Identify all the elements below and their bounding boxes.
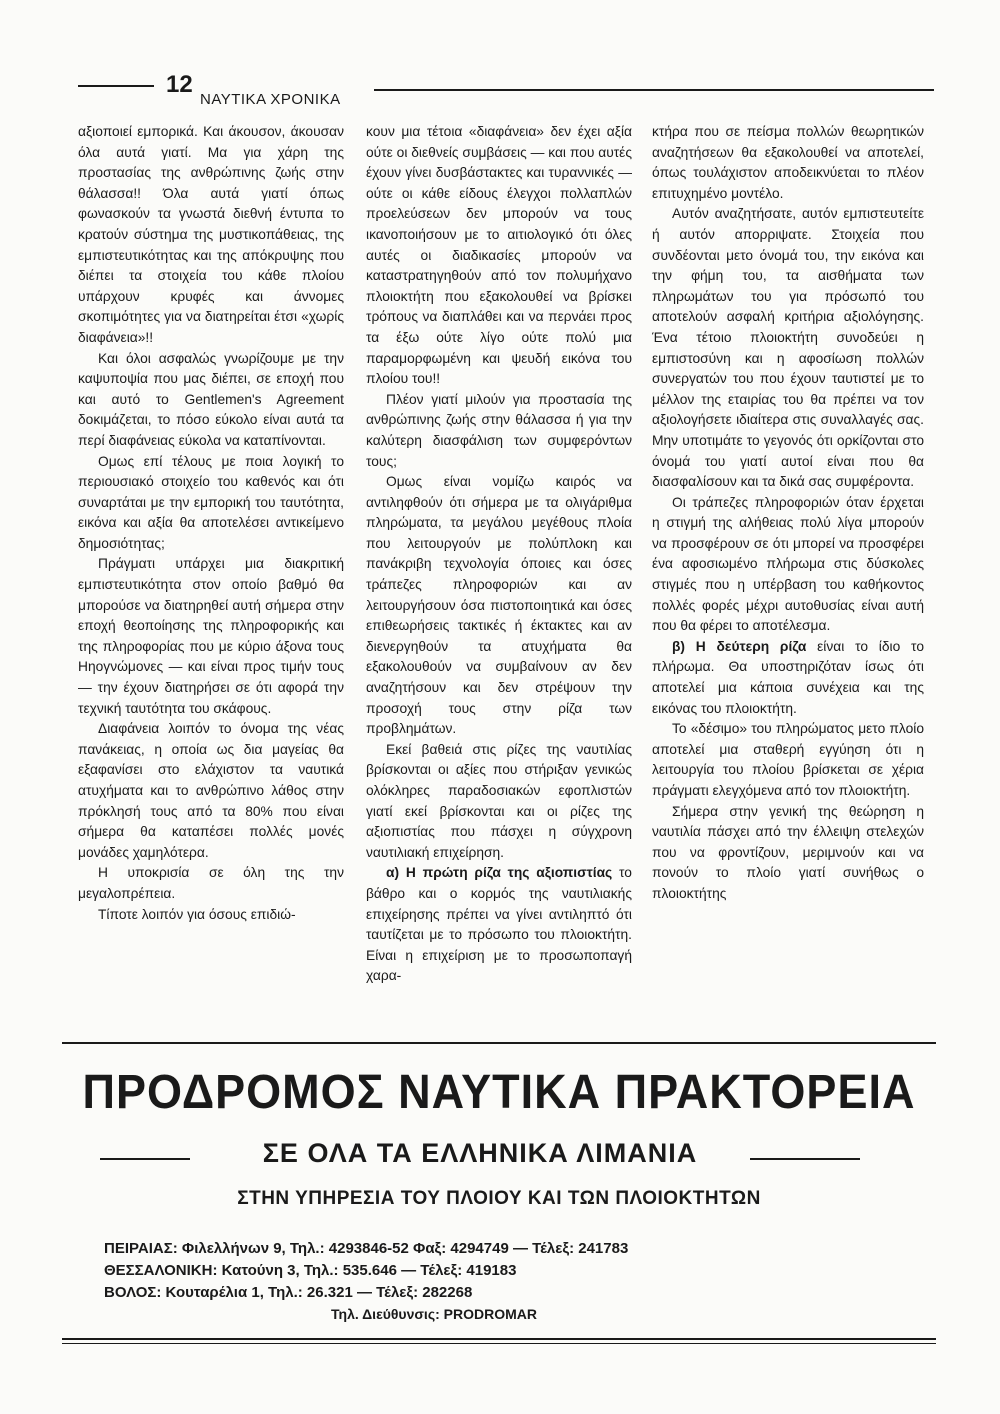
advertisement-ports: ΣΕ ΟΛΑ ΤΑ ΕΛΛΗΝΙΚΑ ΛΙΜΑΝΙΑ (262, 1138, 698, 1168)
paragraph: Σήμερα στην γενική της θεώρηση η ναυτιλία πάσχει από την έλλειψη στελεχών που να φροντίζουν, μεριμνούν και να πονούν το πλοίο γιατί συνήθως ο πλοιοκτήτης (652, 803, 924, 901)
paragraph (366, 863, 632, 987)
paragraph: Και όλοι ασφαλώς γνωρίζουμε με την καψυποψία που μας διέπει, σε εποχή που και αυτό το Gentlemen's Agreement δοκιμάζεται, το πόσο εύκολο είναι αυτά τα περί διαφάνειας εύκολα να καταπίνονται. (78, 350, 344, 448)
ports-rule-right (750, 1158, 860, 1160)
paragraph: Πλέον γιατί μιλούν για προστασία της ανθρώπινης ζωής στην θάλασσα ή για την καλύτερη διασφάλιση των συμφερόντων τους; (366, 391, 632, 469)
page-number: 12 (166, 71, 193, 98)
contact-volos: ΒΟΛΟΣ: Κουταρέλια 1, Τηλ.: 26.321 — Τέλεξ: 282268 (104, 1284, 473, 1301)
advertisement-bottom-rule-thin (62, 1343, 936, 1344)
advertisement-top-rule (62, 1042, 936, 1044)
paragraph: αξιοποιεί εμπορικά. Και άκουσον, άκουσαν όλα αυτά γιατί. Μα για χάρη της προστασίας της ανθρώπινης ζωής στην θάλασσα!! Όλα αυτά γιατί όπως φωνασκούν τα γνωστά διεθνή έντυπα το κρατούν σύστημα της μυστικοπάθειας, της εμπιστευτικότητας και της απόκρυψης που διέπει τα στοιχεία του κάθε πλοίου υπάρχουν κρυφές και άννομες σκοπιμότητες για να διατηρείται έτσι «χωρίς διαφάνεια»!! (78, 124, 344, 345)
advertisement-company-name: ΠΡΟΔΡΟΜΟΣ ΝΑΥΤΙΚΑ ΠΡΑΚΤΟΡΕΙΑ (82, 1063, 916, 1119)
paragraph: Ομως επί τέλους με ποια λογική το περιουσιακό στοιχείο του καθενός και ότι συναρτάται με την εμπορική του ταυτότητα, εικόνα και αξία θα αποτελέσει αντικείμενο δημοσιότητας; (78, 453, 344, 551)
paragraph: Το «δέσιμο» του πληρώματος μετο πλοίο αποτελεί μια σταθερή εγγύηση ότι η λειτουργία του πλοίου βρίσκεται σε χέρια πράγματι ελεγχόμενα από τον πλοιοκτήτη. (652, 721, 924, 798)
article-body (78, 122, 938, 1037)
publication-title: ΝΑΥΤΙΚΑ ΧΡΟΝΙΚΑ (200, 91, 341, 108)
advertisement-ports-line (100, 1133, 860, 1173)
paragraph-text: το βάθρο και ο κορμός της ναυτιλιακής επιχείρησης πρέπει να γίνει αντιληπτό ότι ταυτίζεται με το πρόσωπο του πλοιοκτήτη. Είναι η επιχείριση με το προσωποπαγή χαρα- (366, 865, 632, 984)
advertisement-cable-address: Τηλ. Διεύθυνσις: PRODROMAR (331, 1306, 537, 1322)
header-rule-right (374, 89, 934, 91)
paragraph-text: είναι το ίδιο το πλήρωμα. Θα υποστηριζόταν ίσως ότι αποτελεί μια κάποια συνέχεια και της εικόνας του πλοιοκτήτη. (652, 638, 924, 716)
paragraph: Η υποκρισία σε όλη της την μεγαλοπρέπεια. (78, 865, 344, 901)
article-column-2 (366, 122, 632, 1037)
article-column-1 (78, 122, 344, 1037)
paragraph: Τίποτε λοιπόν για όσους επιδιώ- (98, 906, 296, 922)
paragraph: Πράγματι υπάρχει μια διακριτική εμπιστευτικότητα στον οποίο βαθμό θα μπορούσε να διατηρηθεί αυτή σήμερα στην εποχή θεοποίησης της πληροφορικής και της πληροφορίας που με κύριο άξονα τους Ηηογνώμονες — και είναι προς τιμήν τους — την έχουν διατηρήσει σε ότι αφορά την τεχνική ταυτότητα του σκάφους. (78, 556, 344, 716)
contact-thessaloniki: ΘΕΣΣΑΛΟΝΙΚΗ: Κατούνη 3, Τηλ.: 535.646 — Τέλεξ: 419183 (104, 1262, 517, 1279)
paragraph: Ομως είναι νομίζω καιρός να αντιληφθούν ότι σήμερα με τα ολιγάριθμα πληρώματα, τα μεγάλου μεγέθους πλοία που λειτουργούν με πολύπλοκη και πανάκριβη τεχνολογία όποιες και όσες τράπεζες πληροφοριών και αν λειτουργήσουν όσα πιστοποιητικά και όσες επιθεωρήσεις τακτικές ή έκτακτες και αν διενεργηθούν τα ατυχήματα θα εξακολουθούν να συμβαίνουν αν δεν αναζητήσουν και δεν στρέψουν την προσοχή τους στην ρίζα των προβλημάτων. (366, 474, 632, 737)
paragraph: Οι τράπεζες πληροφοριών όταν έρχεται η στιγμή της αλήθειας πολύ λίγα μπορούν να προσφέρουν σε ότι μπορεί να προσφέρει ένα αφοσιωμένο πλήρωμα στις δύσκολες στιγμές που η υπέρβαση του καθήκοντος πολλές φορές μέχρι αυτοθυσίας είναι αυτή που θα φέρει το αποτέλεσμα. (652, 494, 924, 634)
article-column-3 (652, 122, 924, 1037)
paragraph (652, 637, 924, 719)
page-header (78, 70, 934, 112)
advertisement-service: ΣΤΗΝ ΥΠΗΡΕΣΙΑ ΤΟΥ ΠΛΟΙΟΥ ΚΑΙ ΤΩΝ ΠΛΟΙΟΚΤΗΤΩΝ (237, 1188, 761, 1209)
paragraph: Αυτόν αναζητήσατε, αυτόν εμπιστευτείτε ή αυτόν απορριψατε. Στοιχεία που συνδέονται μετο όνομά του, την εικόνα και την φήμη του, τα αισθήματα των πληρωμάτων του για πρόσωπό του αποτελούν ασφαλή κριτήρια αξιολόγησης. Ένα τέτοιο πλοιοκτήτη συνοδεύει η εμπιστοσύνη και η αφοσίωση πολλών συνεργατών του που έχουν ταυτιστεί με το μέλλον της εταιρίας του θα πρέπει να τον αξιολογήσετε ιδιαίτερα στις συναλλαγές σας. Μην υποτιμάτε το γεγονός ότι ορκίζονται στο όνομά του γιατί αυτοί είναι που θα διασφαλίσουν και τα δικά σας συμφέροντα. (652, 206, 924, 490)
contact-piraeus: ΠΕΙΡΑΙΑΣ: Φιλελλήνων 9, Τηλ.: 4293846-52 Φαξ: 4294749 — Τέλεξ: 241783 (104, 1240, 629, 1257)
paragraph: Εκεί βαθειά στις ρίζες της ναυτιλίας βρίσκονται οι αξίες που στήριξαν γενικώς ολόκληρες παραδοσιακών εφοπλιστών γιατί εκεί βρίσκονται και οι ρίζες της αξιοπιστίας που πάσχει η σύγχρονη ναυτιλιακή επιχείρηση. (366, 741, 632, 860)
subheading-second-root: β) Η δεύτερη ρίζα (672, 638, 807, 654)
advertisement-bottom-rule (62, 1338, 936, 1340)
paragraph: κτήρα που σε πείσμα πολλών θεωρητικών αναζητήσεων θα εξακολουθεί να αποτελεί, όπως τουλάχιστον αποδεικνύεται το πλέον επιτυχημένο μοντέλο. (652, 124, 924, 201)
paragraph: Διαφάνεια λοιπόν το όνομα της νέας πανάκειας, η οποία ως δια μαγείας θα εξαφανίσει στο ελάχιστον τα ναυτικά ατυχήματα και το ανθρώπινο λάθος στην πρόκλησή τους από τα 80% που είναι σήμερα θα καταπέσει πολλές μονές μονάδες χαμηλότερα. (78, 721, 344, 860)
subheading-first-root: α) Η πρώτη ρίζα της αξιοπιστίας (386, 865, 613, 881)
header-rule-left (78, 85, 154, 87)
advertisement-contacts (104, 1238, 924, 1304)
paragraph: κουν μια τέτοια «διαφάνεια» δεν έχει αξία ούτε οι διεθνείς συμβάσεις — και που αυτές έχουν γίνει δυσβάστακτες και τυραννικές — ούτε οι κάθε είδους έλεγχοι πολλαπλών προελεύσεων δεν μπορούν να τους ικανοποιήσουν με το αιτιολογικό ότι όλες αυτές οι διαδικασίες μπορούν να καταστρατηγηθούν από τον πολυμήχανο πλοιοκτήτη που εξακολουθεί να βρίσκει τρόπους να διαπλάθει και να περνάει προς τα έξω ούτε λίγο ούτε πολύ μια παραμορφωμένη και ψευδή εικόνα του πλοίου του!! (366, 124, 632, 387)
